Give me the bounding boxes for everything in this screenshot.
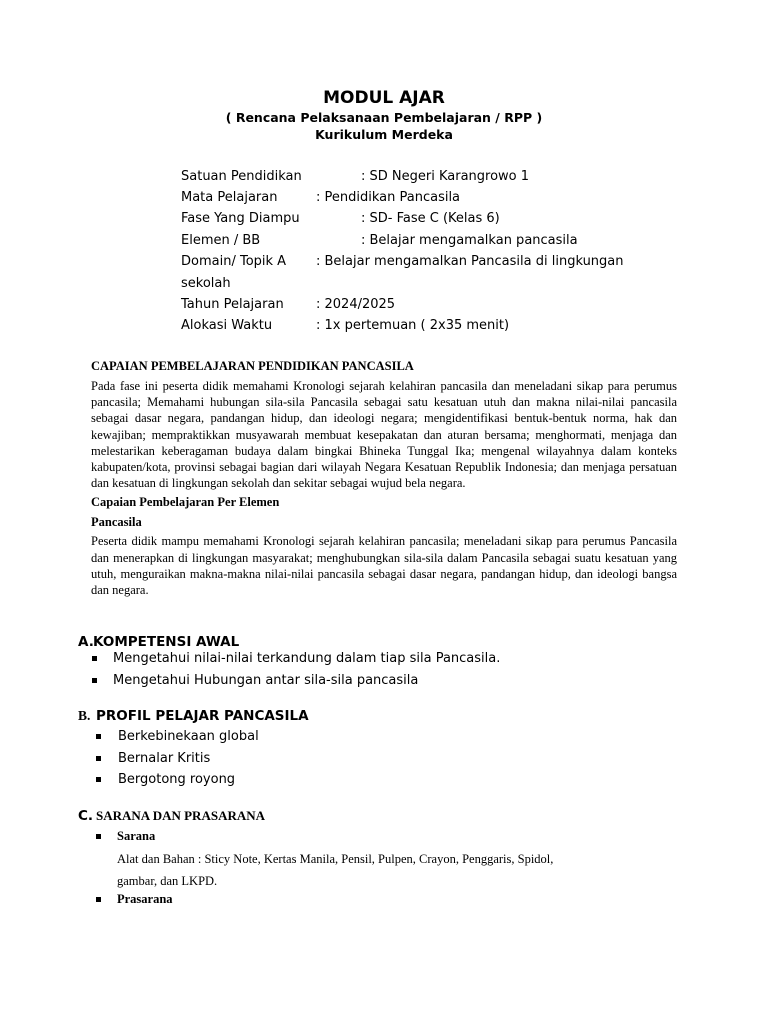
- bullet-icon: [96, 777, 101, 782]
- list-item-text: Bergotong royong: [118, 772, 236, 787]
- section-letter: B.: [78, 708, 91, 723]
- list-item: [118, 769, 259, 791]
- info-label: Elemen / BB: [181, 233, 261, 248]
- list-item-text: Berkebinekaan global: [118, 729, 259, 744]
- sarana-text-line: Alat dan Bahan : Sticy Note, Kertas Manila, Pensil, Pulpen, Crayon, Penggaris, Spidol,: [117, 852, 554, 866]
- list-item-text: Bernalar Kritis: [118, 750, 211, 766]
- info-label: Tahun Pelajaran: [181, 297, 284, 312]
- bullet-icon: [92, 678, 97, 683]
- list-item-text: Mengetahui Hubungan antar sila-sila pancasila: [113, 672, 419, 688]
- section-b-heading: [78, 707, 309, 725]
- bullet-icon: [96, 834, 101, 839]
- info-value: : Belajar mengamalkan Pancasila di lingkungan: [316, 254, 624, 269]
- info-label: Satuan Pendidikan: [181, 169, 302, 184]
- prasarana-label: Prasarana: [117, 892, 173, 906]
- info-label: Alokasi Waktu: [181, 318, 273, 333]
- info-value: : 1x pertemuan ( 2x35 menit): [316, 318, 510, 333]
- sarana-text-line: gambar, dan LKPD.: [117, 874, 218, 888]
- section-c-heading: [78, 807, 265, 825]
- section-title: PROFIL PELAJAR PANCASILA: [96, 708, 309, 724]
- bullet-icon: [92, 656, 97, 661]
- bullet-icon: [96, 734, 101, 739]
- capaian-section: [91, 358, 677, 598]
- pancasila-heading: Pancasila: [91, 515, 142, 530]
- section-title: KOMPETENSI AWAL: [93, 634, 240, 650]
- sarana-text: [117, 848, 677, 892]
- info-label: Fase Yang Diampu: [181, 211, 300, 226]
- section-letter: A.: [78, 634, 94, 650]
- section-letter: C.: [78, 808, 94, 824]
- list-item: [118, 748, 259, 770]
- info-value-continued: sekolah: [181, 276, 231, 291]
- bullet-icon: [96, 756, 101, 761]
- info-value: : SD- Fase C (Kelas 6): [361, 211, 500, 226]
- document-title: MODUL AJAR: [323, 88, 445, 108]
- kompetensi-list: [113, 648, 500, 691]
- list-item: [118, 726, 259, 748]
- section-title: SARANA DAN PRASARANA: [96, 808, 266, 823]
- info-value: : 2024/2025: [316, 297, 396, 312]
- info-value: : Pendidikan Pancasila: [316, 190, 461, 205]
- list-item-text: Mengetahui nilai-nilai terkandung dalam tiap sila Pancasila.: [113, 651, 501, 666]
- info-value: : Belajar mengamalkan pancasila: [361, 233, 578, 248]
- bullet-icon: [96, 897, 101, 902]
- info-label: Domain/ Topik A: [181, 254, 287, 269]
- curriculum-name: Kurikulum Merdeka: [315, 127, 453, 142]
- info-label: Mata Pelajaran: [181, 190, 278, 205]
- list-item: [113, 670, 500, 692]
- capaian-heading: CAPAIAN PEMBELAJARAN PENDIDIKAN PANCASILA: [91, 359, 414, 373]
- pancasila-paragraph: Peserta didik mampu memahami Kronologi sejarah kelahiran pancasila; meneladani sikap para perumus Pancasila dan menerapkan di lingkungan masyarakat; menghubungkan sila-sila dalam Pancasila sebagai suatu kesatuan yang utuh, menguraikan makna-makna nilai-nilai pancasila sebagai dasar negara, pandangan hidup, dan ideologi bangsa dan negara.: [91, 534, 677, 598]
- document-subtitle: ( Rencana Pelaksanaan Pembelajaran / RPP ): [225, 110, 543, 125]
- list-item: [113, 648, 500, 670]
- profil-list: [118, 726, 259, 791]
- info-value: : SD Negeri Karangrowo 1: [361, 169, 530, 184]
- sarana-label: Sarana: [117, 829, 156, 843]
- capaian-paragraph: Pada fase ini peserta didik memahami Kronologi sejarah kelahiran pancasila dan meneladani sikap para perumus pancasila; Memahami hubungan sila-sila Pancasila sebagai satu kesatuan utuh dan makna nilai-nilai pancasila sebagai dasar negara, pandangan hidup, dan ideologi negara; mengidentifikasi bentuk-bentuk norma, hak dan kewajiban; mempraktikkan musyawarah membuat kesepakatan dan aturan bersama; menghormati, menjaga dan melestarikan keberagaman budaya dalam bingkai Bhineka Tunggal Ika; mengenal wilayahnya dalam konteks kabupaten/kota, provinsi sebagai bagian dari wilayah Negara Kesatuan Republik Indonesia; dan menjaga persatuan dan kesatuan di lingkungan sekolah dan sekitar sebagai wujud bela negara.: [91, 379, 677, 491]
- per-elemen-heading: Capaian Pembelajaran Per Elemen: [91, 495, 280, 510]
